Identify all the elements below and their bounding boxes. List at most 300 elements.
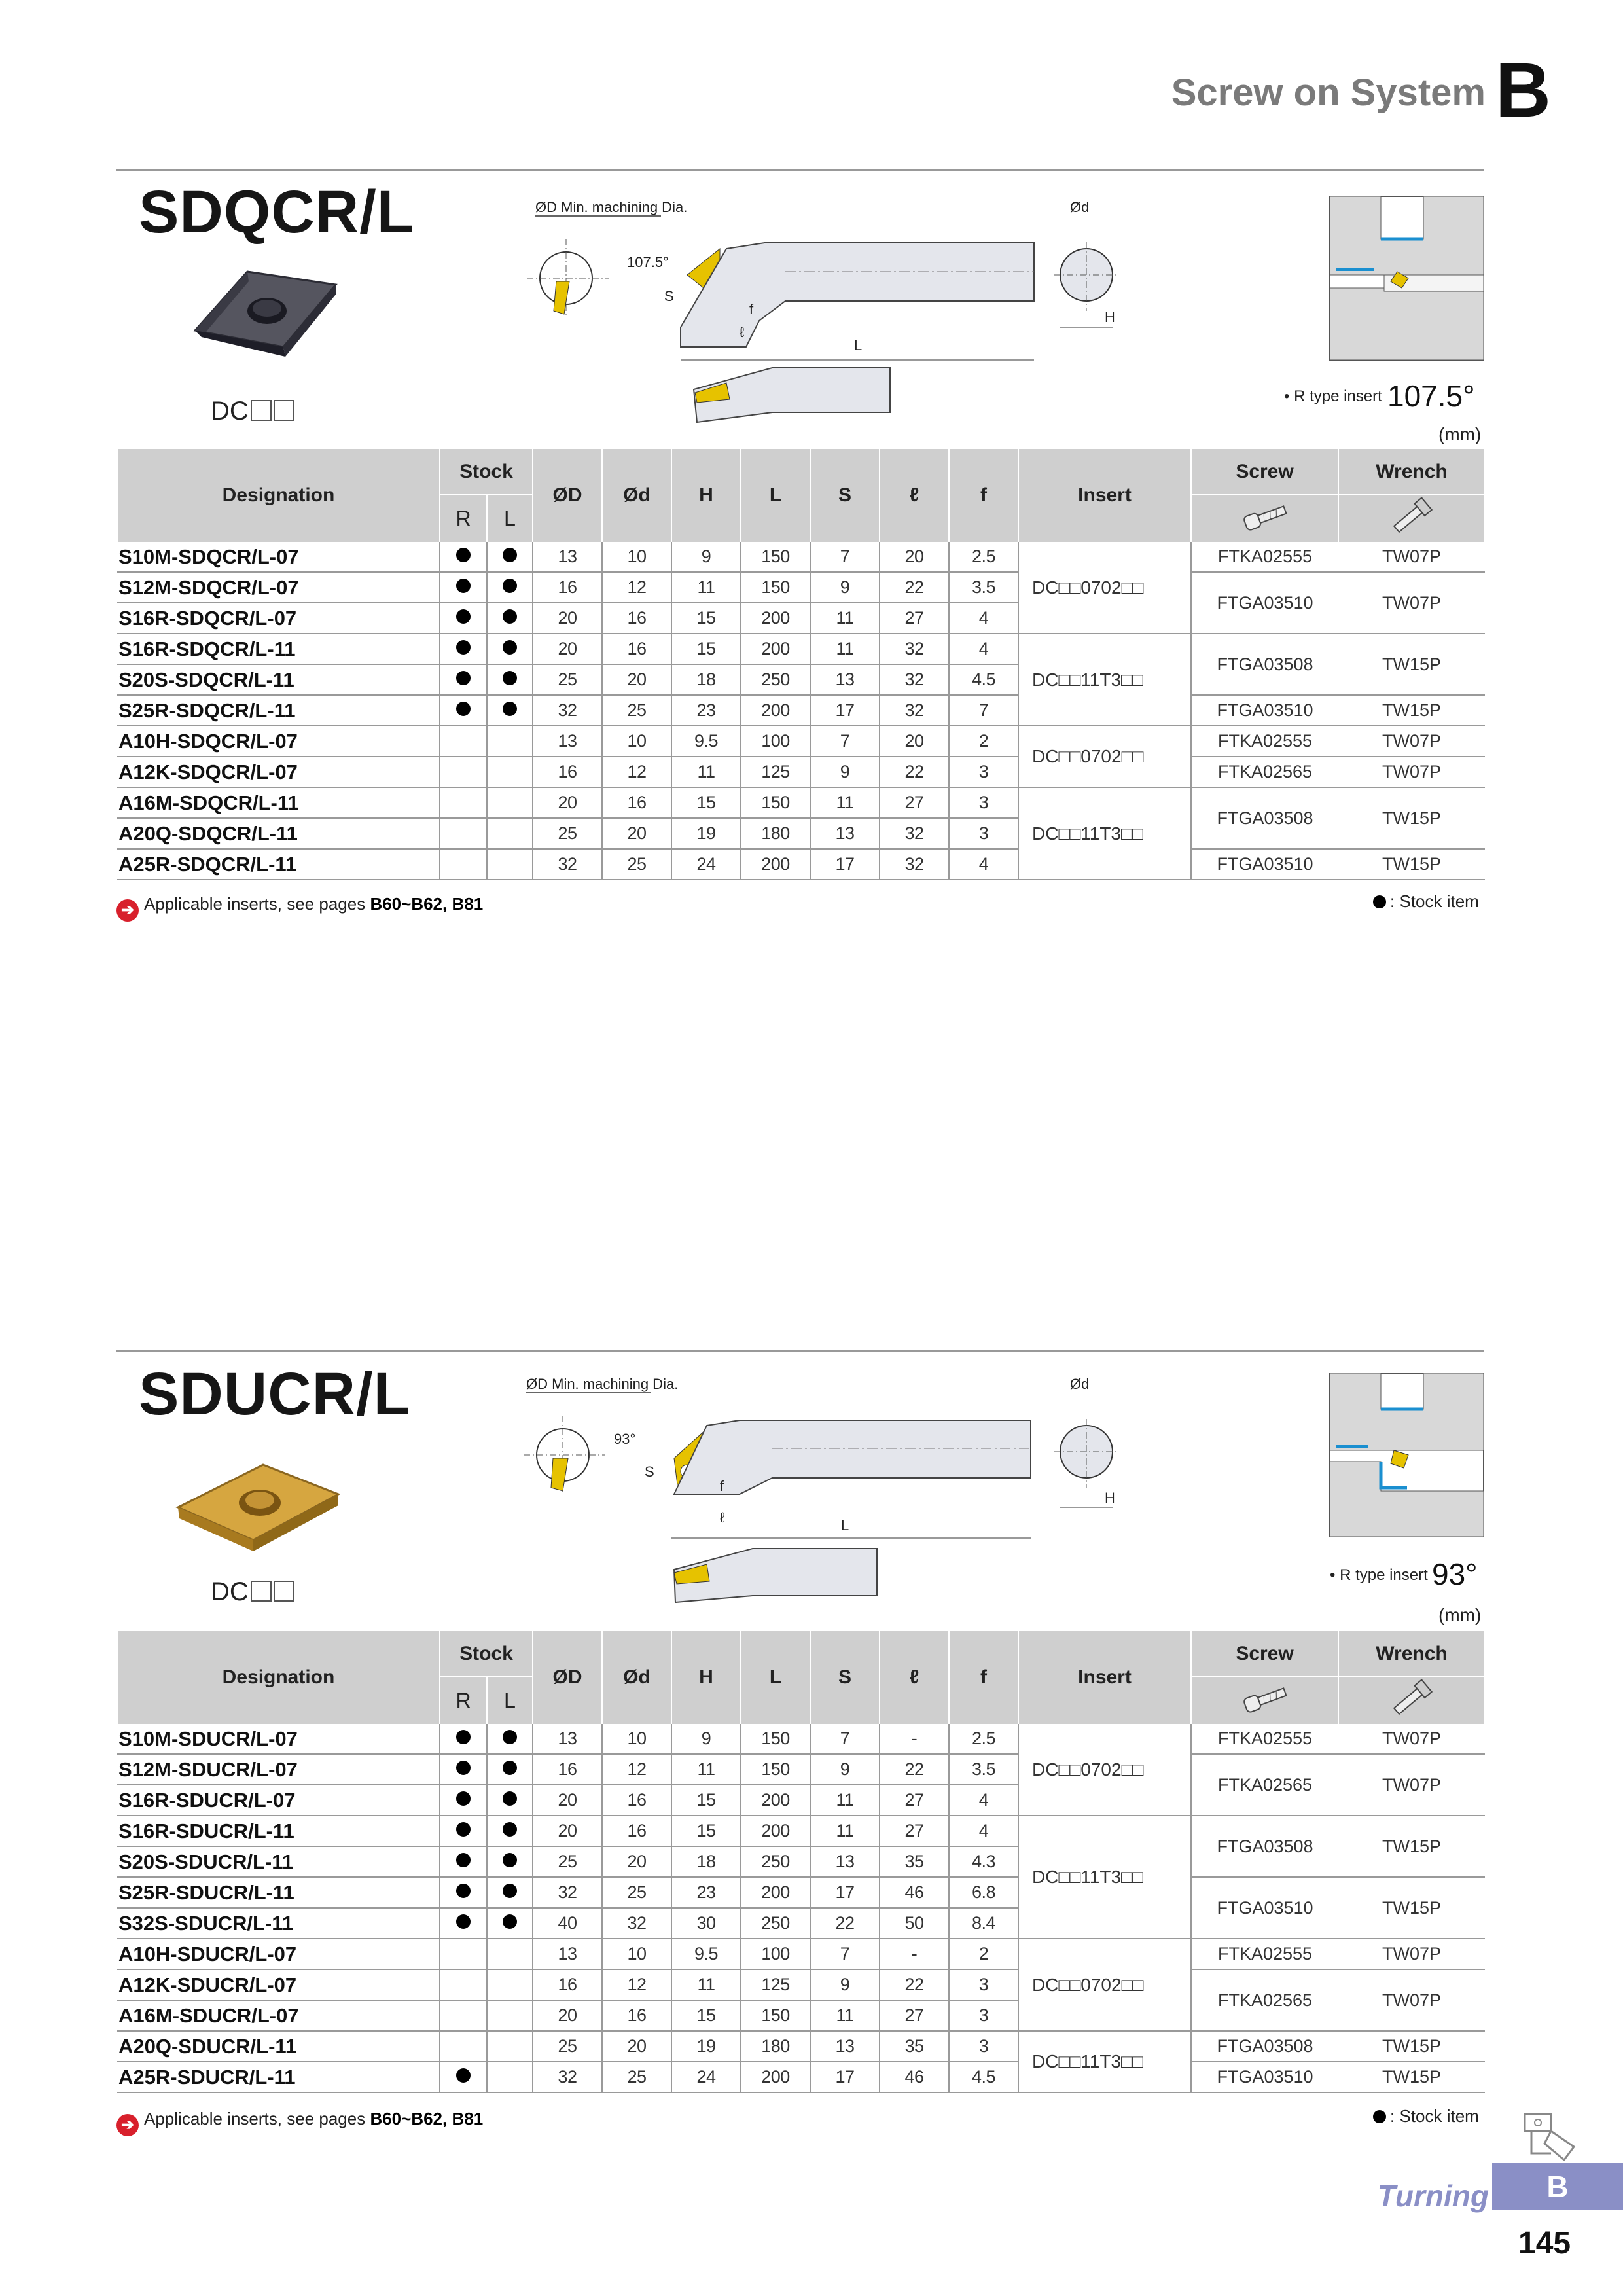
f-cell: 3.5 [949, 572, 1018, 603]
f-cell: 2.5 [949, 542, 1018, 572]
wrench-cell: TW15P [1338, 634, 1485, 695]
od-cell: 32 [533, 849, 602, 880]
designation-cell: S16R-SDQCR/L-07 [117, 603, 440, 634]
insert-cell: DC□□11T3□□ [1018, 787, 1191, 880]
rtype-angle: 93° [1432, 1557, 1478, 1591]
stock-l-cell [487, 2000, 533, 2031]
screw-cell: FTGA03510 [1191, 572, 1338, 634]
ell-cell: 35 [880, 1846, 949, 1877]
unit-label: (mm) [1438, 424, 1482, 444]
h-cell: 11 [671, 757, 741, 787]
wrench-cell: TW07P [1338, 726, 1485, 757]
unit-label: (mm) [1438, 1605, 1482, 1625]
h-cell: 11 [671, 572, 741, 603]
designation-cell: A10H-SDQCR/L-07 [117, 726, 440, 757]
len-cell: 100 [741, 726, 810, 757]
stock-r-cell [440, 1908, 487, 1939]
svg-text:H: H [1105, 309, 1115, 325]
stock-l-cell [487, 634, 533, 664]
d-cell: 32 [602, 1908, 671, 1939]
col-insert: Insert [1018, 1631, 1191, 1724]
h-cell: 11 [671, 1754, 741, 1785]
d-cell: 16 [602, 787, 671, 818]
stock-r-cell [440, 2031, 487, 2062]
wrench-cell: TW07P [1338, 757, 1485, 787]
od-cell: 16 [533, 1754, 602, 1785]
stock-dot-icon [456, 1761, 471, 1775]
d-cell: 16 [602, 603, 671, 634]
s-cell: 11 [810, 2000, 880, 2031]
stock-dot-icon [456, 2068, 471, 2083]
designation-cell: A25R-SDQCR/L-11 [117, 849, 440, 880]
ell-cell: 46 [880, 1877, 949, 1908]
wrench-icon [1338, 1677, 1485, 1724]
f-cell: 3 [949, 2031, 1018, 2062]
svg-text:f: f [720, 1478, 724, 1494]
table-row [117, 1754, 1485, 1785]
ell-cell: 32 [880, 849, 949, 880]
d-cell: 16 [602, 2000, 671, 2031]
f-cell: 4 [949, 634, 1018, 664]
f-cell: 3 [949, 757, 1018, 787]
od-cell: 16 [533, 572, 602, 603]
ell-cell: 32 [880, 695, 949, 726]
table-row [117, 757, 1485, 787]
designation-cell: S20S-SDQCR/L-11 [117, 664, 440, 695]
ell-cell: 27 [880, 1816, 949, 1846]
d-cell: 10 [602, 1724, 671, 1754]
stock-r-cell [440, 787, 487, 818]
f-cell: 4.5 [949, 2062, 1018, 2092]
s-cell: 11 [810, 1816, 880, 1846]
d-cell: 25 [602, 849, 671, 880]
stock-dot-icon [456, 702, 471, 716]
stock-r-cell [440, 1877, 487, 1908]
len-cell: 150 [741, 787, 810, 818]
od-cell: 32 [533, 695, 602, 726]
svg-text:f: f [749, 301, 754, 317]
table-row [117, 1724, 1485, 1754]
ell-cell: 27 [880, 603, 949, 634]
designation-cell: S16R-SDUCR/L-07 [117, 1785, 440, 1816]
h-cell: 24 [671, 849, 741, 880]
page-number: 145 [1518, 2226, 1571, 2261]
s-cell: 17 [810, 695, 880, 726]
stock-dot-icon [503, 671, 517, 685]
h-cell: 18 [671, 1846, 741, 1877]
h-cell: 15 [671, 1816, 741, 1846]
ell-cell: 22 [880, 757, 949, 787]
d-cell: 10 [602, 726, 671, 757]
f-cell: 4 [949, 1785, 1018, 1816]
designation-cell: S20S-SDUCR/L-11 [117, 1846, 440, 1877]
designation-cell: A16M-SDUCR/L-07 [117, 2000, 440, 2031]
h-cell: 23 [671, 695, 741, 726]
d-cell: 20 [602, 664, 671, 695]
h-cell: 19 [671, 2031, 741, 2062]
ell-cell: 22 [880, 1754, 949, 1785]
stock-l-cell [487, 2031, 533, 2062]
tool-icon [1512, 2108, 1584, 2166]
stock-dot-icon [503, 1884, 517, 1898]
min-dia-label: ØD Min. machining Dia. [535, 199, 688, 215]
header-letter: B [1495, 47, 1551, 134]
ell-cell: 35 [880, 2031, 949, 2062]
stock-r-cell [440, 1816, 487, 1846]
arrow-right-icon: ➔ [116, 899, 139, 922]
table-row [117, 726, 1485, 757]
screw-cell: FTKA02565 [1191, 1969, 1338, 2031]
f-cell: 4 [949, 1816, 1018, 1846]
wrench-cell: TW15P [1338, 2031, 1485, 2062]
ell-cell: 27 [880, 787, 949, 818]
h-cell: 9.5 [671, 1939, 741, 1969]
len-cell: 200 [741, 849, 810, 880]
chapter-tab[interactable]: B [1492, 2163, 1623, 2210]
insert-cell: DC□□0702□□ [1018, 542, 1191, 634]
len-cell: 250 [741, 664, 810, 695]
col-designation: Designation [117, 449, 440, 542]
h-cell: 11 [671, 1969, 741, 2000]
d-cell: 16 [602, 1785, 671, 1816]
len-cell: 250 [741, 1846, 810, 1877]
table-row [117, 787, 1485, 818]
ell-cell: 46 [880, 2062, 949, 2092]
f-cell: 3 [949, 2000, 1018, 2031]
f-cell: 3.5 [949, 1754, 1018, 1785]
wrench-cell: TW15P [1338, 2062, 1485, 2092]
h-cell: 30 [671, 1908, 741, 1939]
od-cell: 13 [533, 726, 602, 757]
designation-cell: S10M-SDUCR/L-07 [117, 1724, 440, 1754]
stock-dot-icon [503, 1730, 517, 1744]
wrench-cell: TW15P [1338, 849, 1485, 880]
wrench-cell: TW07P [1338, 572, 1485, 634]
f-cell: 3 [949, 1969, 1018, 2000]
wrench-cell: TW15P [1338, 1877, 1485, 1939]
insert-image-gold [171, 1458, 348, 1556]
stock-r-cell [440, 849, 487, 880]
stock-dot-icon [503, 1914, 517, 1929]
len-cell: 250 [741, 1908, 810, 1939]
f-cell: 6.8 [949, 1877, 1018, 1908]
s-cell: 9 [810, 1754, 880, 1785]
table-row [117, 2031, 1485, 2062]
col-stock: Stock [440, 449, 533, 495]
s-cell: 11 [810, 1785, 880, 1816]
table-row [117, 542, 1485, 572]
len-cell: 200 [741, 634, 810, 664]
stock-l-cell [487, 695, 533, 726]
wrench-cell: TW15P [1338, 1816, 1485, 1877]
insert-cell: DC□□0702□□ [1018, 1724, 1191, 1816]
len-cell: 180 [741, 818, 810, 849]
stock-l-cell [487, 1908, 533, 1939]
d-cell: 20 [602, 1846, 671, 1877]
stock-l-cell [487, 1754, 533, 1785]
designation-cell: S10M-SDQCR/L-07 [117, 542, 440, 572]
col-insert: Insert [1018, 449, 1191, 542]
stock-r-cell [440, 757, 487, 787]
svg-text:L: L [841, 1517, 849, 1534]
screw-cell: FTKA02555 [1191, 1724, 1338, 1754]
len-cell: 180 [741, 2031, 810, 2062]
d-cell: 20 [602, 818, 671, 849]
stock-dot-icon [456, 579, 471, 593]
len-cell: 100 [741, 1939, 810, 1969]
len-cell: 125 [741, 757, 810, 787]
od-cell: 25 [533, 2031, 602, 2062]
od-cell: 32 [533, 2062, 602, 2092]
wrench-cell: TW07P [1338, 1939, 1485, 1969]
wrench-cell: TW15P [1338, 787, 1485, 849]
stock-r-cell [440, 1939, 487, 1969]
col-designation: Designation [117, 1631, 440, 1724]
stock-l-cell [487, 1969, 533, 2000]
od-cell: 20 [533, 634, 602, 664]
h-cell: 15 [671, 603, 741, 634]
rtype-angle: 107.5° [1387, 379, 1475, 413]
designation-cell: S12M-SDQCR/L-07 [117, 572, 440, 603]
h-cell: 15 [671, 787, 741, 818]
stock-r-cell [440, 1754, 487, 1785]
h-cell: 19 [671, 818, 741, 849]
dc-label: DC [211, 397, 294, 426]
designation-cell: A20Q-SDQCR/L-11 [117, 818, 440, 849]
col-screw: Screw [1191, 1631, 1338, 1677]
d-cell: 12 [602, 1754, 671, 1785]
od-cell: 13 [533, 1939, 602, 1969]
s-cell: 9 [810, 572, 880, 603]
screw-cell: FTGA03510 [1191, 849, 1338, 880]
s-cell: 13 [810, 2031, 880, 2062]
insert-cell: DC□□11T3□□ [1018, 634, 1191, 726]
od-cell: 16 [533, 1969, 602, 2000]
od-cell: 13 [533, 1724, 602, 1754]
stock-dot-icon [503, 1761, 517, 1775]
screw-icon [1191, 1677, 1338, 1724]
s-cell: 7 [810, 1724, 880, 1754]
s-cell: 17 [810, 1877, 880, 1908]
svg-text:H: H [1105, 1490, 1115, 1506]
stock-r-cell [440, 695, 487, 726]
s-cell: 9 [810, 757, 880, 787]
stock-legend: : Stock item [1373, 891, 1479, 912]
stock-dot-icon [503, 702, 517, 716]
od-cell: 13 [533, 542, 602, 572]
s-cell: 11 [810, 603, 880, 634]
svg-text:ØD Min. machining Dia.: ØD Min. machining Dia. [526, 1376, 679, 1392]
stock-dot-icon [456, 1822, 471, 1837]
stock-r-cell [440, 1969, 487, 2000]
table-row [117, 2062, 1485, 2092]
od-cell: 20 [533, 787, 602, 818]
od-cell: 25 [533, 1846, 602, 1877]
table-row [117, 1816, 1485, 1846]
screw-cell: FTKA02555 [1191, 1939, 1338, 1969]
f-cell: 3 [949, 787, 1018, 818]
stock-dot-icon [456, 609, 471, 624]
d-cell: 16 [602, 634, 671, 664]
designation-cell: S12M-SDUCR/L-07 [117, 1754, 440, 1785]
ell-cell: 32 [880, 664, 949, 695]
stock-l-cell [487, 818, 533, 849]
dc-label: DC [211, 1577, 294, 1607]
ell-cell: 22 [880, 1969, 949, 2000]
designation-cell: S25R-SDUCR/L-11 [117, 1877, 440, 1908]
ell-cell: 27 [880, 1785, 949, 1816]
col-screw: Screw [1191, 449, 1338, 495]
len-cell: 200 [741, 695, 810, 726]
stock-dot-icon [456, 1730, 471, 1744]
table-row [117, 1939, 1485, 1969]
stock-r-cell [440, 1846, 487, 1877]
screw-cell: FTKA02565 [1191, 757, 1338, 787]
d-cell: 12 [602, 757, 671, 787]
f-cell: 2.5 [949, 1724, 1018, 1754]
svg-text:ℓ: ℓ [720, 1509, 725, 1526]
h-cell: 9 [671, 542, 741, 572]
col-stock: Stock [440, 1631, 533, 1677]
ell-cell: 50 [880, 1908, 949, 1939]
stock-l-cell [487, 1939, 533, 1969]
designation-cell: A12K-SDUCR/L-07 [117, 1969, 440, 2000]
stock-dot-icon [503, 1791, 517, 1806]
stock-r-cell [440, 1785, 487, 1816]
svg-text:Ød: Ød [1070, 199, 1090, 215]
d-cell: 16 [602, 1816, 671, 1846]
d-cell: 10 [602, 542, 671, 572]
d-cell: 25 [602, 1877, 671, 1908]
ell-cell: 32 [880, 634, 949, 664]
stock-dot-icon [503, 1853, 517, 1867]
stock-l-cell [487, 1724, 533, 1754]
stock-l-cell [487, 1846, 533, 1877]
len-cell: 200 [741, 1877, 810, 1908]
arrow-right-icon: ➔ [116, 2114, 139, 2136]
wrench-cell: TW15P [1338, 695, 1485, 726]
divider [116, 1350, 1484, 1352]
od-cell: 25 [533, 664, 602, 695]
stock-dot-icon [456, 548, 471, 562]
s-cell: 17 [810, 849, 880, 880]
stock-l-cell [487, 603, 533, 634]
insert-cell: DC□□11T3□□ [1018, 1816, 1191, 1939]
od-cell: 40 [533, 1908, 602, 1939]
stock-r-cell [440, 664, 487, 695]
len-cell: 150 [741, 1754, 810, 1785]
len-cell: 200 [741, 2062, 810, 2092]
stock-l-cell [487, 1877, 533, 1908]
s-cell: 9 [810, 1969, 880, 2000]
od-cell: 20 [533, 603, 602, 634]
screw-cell: FTGA03508 [1191, 2031, 1338, 2062]
stock-dot-icon [456, 1914, 471, 1929]
d-cell: 20 [602, 2031, 671, 2062]
od-cell: 25 [533, 818, 602, 849]
s-cell: 7 [810, 542, 880, 572]
designation-cell: A20Q-SDUCR/L-11 [117, 2031, 440, 2062]
designation-cell: A12K-SDQCR/L-07 [117, 757, 440, 787]
d-cell: 10 [602, 1939, 671, 1969]
h-cell: 24 [671, 2062, 741, 2092]
stock-dot-icon [503, 640, 517, 655]
stock-r-cell [440, 818, 487, 849]
stock-l-cell [487, 664, 533, 695]
wrench-cell: TW07P [1338, 542, 1485, 572]
screw-cell: FTKA02555 [1191, 542, 1338, 572]
applicable-inserts-note: ➔ Applicable inserts, see pages B60~B62, B81 [116, 2109, 483, 2136]
designation-cell: A25R-SDUCR/L-11 [117, 2062, 440, 2092]
s-cell: 11 [810, 634, 880, 664]
table-row [117, 1877, 1485, 1908]
od-cell: 32 [533, 1877, 602, 1908]
stock-r-cell [440, 2062, 487, 2092]
h-cell: 18 [671, 664, 741, 695]
svg-text:ℓ: ℓ [740, 324, 745, 340]
svg-text:Ød: Ød [1070, 1376, 1090, 1392]
stock-dot-icon [456, 1884, 471, 1898]
h-cell: 9.5 [671, 726, 741, 757]
divider [116, 169, 1484, 171]
s-cell: 13 [810, 818, 880, 849]
designation-cell: A10H-SDUCR/L-07 [117, 1939, 440, 1969]
stock-l-cell [487, 849, 533, 880]
ell-cell: - [880, 1724, 949, 1754]
svg-text:107.5°: 107.5° [627, 254, 669, 270]
ell-cell: 27 [880, 2000, 949, 2031]
screw-cell: FTGA03510 [1191, 1877, 1338, 1939]
rtype-label: • R type insert [1330, 1566, 1428, 1584]
s-cell: 13 [810, 664, 880, 695]
screw-icon [1191, 495, 1338, 542]
stock-l-cell [487, 572, 533, 603]
screw-cell: FTGA03508 [1191, 634, 1338, 695]
od-cell: 20 [533, 2000, 602, 2031]
stock-dot-icon [503, 1822, 517, 1837]
len-cell: 150 [741, 542, 810, 572]
s-cell: 7 [810, 1939, 880, 1969]
screw-cell: FTGA03510 [1191, 2062, 1338, 2092]
f-cell: 4 [949, 603, 1018, 634]
svg-text:S: S [664, 288, 674, 304]
screw-cell: FTGA03508 [1191, 787, 1338, 849]
len-cell: 150 [741, 572, 810, 603]
d-cell: 25 [602, 2062, 671, 2092]
svg-text:L: L [854, 337, 863, 353]
stock-dot-icon [456, 640, 471, 655]
wrench-icon [1338, 495, 1485, 542]
ell-cell: 32 [880, 818, 949, 849]
h-cell: 15 [671, 634, 741, 664]
h-cell: 23 [671, 1877, 741, 1908]
f-cell: 4 [949, 849, 1018, 880]
applicable-inserts-note: ➔ Applicable inserts, see pages B60~B62, B81 [116, 894, 483, 922]
f-cell: 7 [949, 695, 1018, 726]
stock-l-cell [487, 757, 533, 787]
stock-r-cell [440, 634, 487, 664]
screw-cell: FTKA02565 [1191, 1754, 1338, 1816]
stock-dot-icon [503, 548, 517, 562]
stock-l-cell [487, 542, 533, 572]
stock-r-cell [440, 542, 487, 572]
designation-cell: S32S-SDUCR/L-11 [117, 1908, 440, 1939]
section-footer-label: Turning [1377, 2179, 1489, 2213]
s-cell: 22 [810, 1908, 880, 1939]
designation-cell: S16R-SDUCR/L-11 [117, 1816, 440, 1846]
len-cell: 150 [741, 1724, 810, 1754]
stock-l-cell [487, 726, 533, 757]
